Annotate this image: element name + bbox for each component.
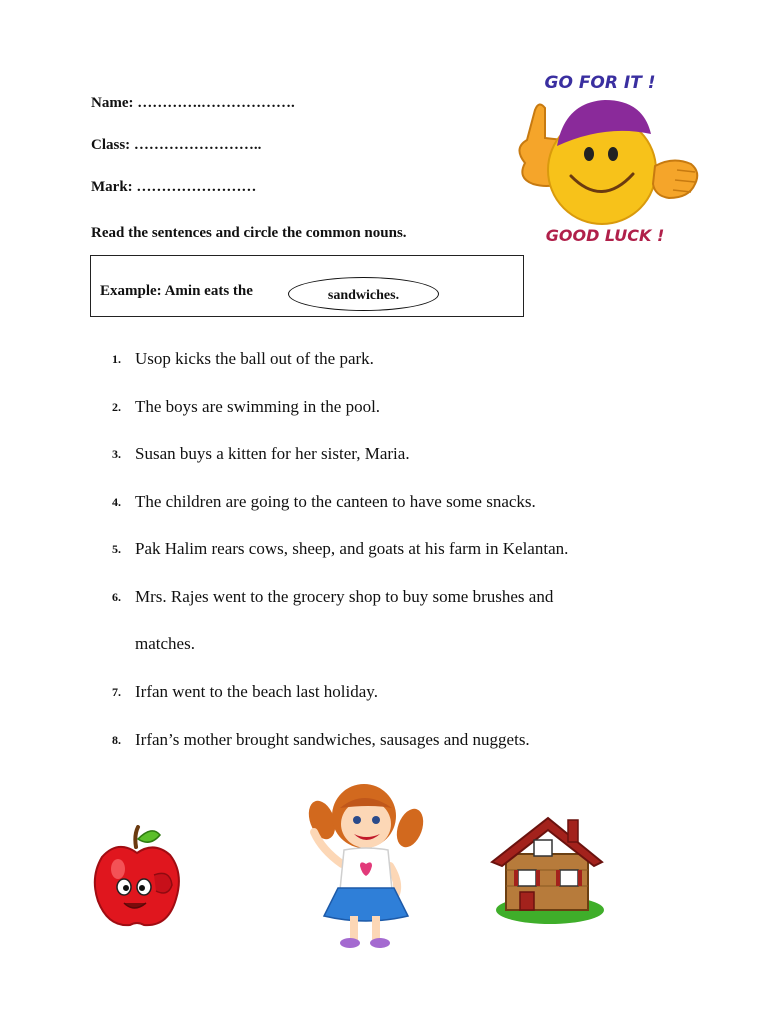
example-label: Example: Amin eats the xyxy=(100,283,253,299)
girl-cartoon-icon xyxy=(300,778,430,953)
apple-cartoon-icon xyxy=(90,825,185,935)
sentence-number: 1. xyxy=(112,352,121,366)
sentence-number: 5. xyxy=(112,542,121,556)
example-box xyxy=(90,255,524,317)
badge-top-text: GO FOR IT ! xyxy=(544,73,656,93)
mark-field: Mark: …………………… xyxy=(91,179,257,195)
sentence-number: 7. xyxy=(112,685,121,699)
name-field: Name: ………….………………. xyxy=(91,95,295,111)
sentence-text: Mrs. Rajes went to the grocery shop to buy some brushes and xyxy=(135,587,554,606)
house-cartoon-icon xyxy=(490,810,608,928)
sentence-text: Irfan’s mother brought sandwiches, sausages and nuggets. xyxy=(135,730,530,749)
sentence-number: 6. xyxy=(112,590,121,604)
class-field: Class: …………………….. xyxy=(91,137,262,153)
sentence-text: Pak Halim rears cows, sheep, and goats at his farm in Kelantan. xyxy=(135,539,569,558)
example-circled-word: sandwiches. xyxy=(288,277,439,311)
sentence-text: matches. xyxy=(135,634,195,653)
sentence-text: Usop kicks the ball out of the park. xyxy=(135,349,374,368)
sentence-number: 4. xyxy=(112,495,121,509)
sentence-number: 3. xyxy=(112,447,121,461)
sentence-text: The boys are swimming in the pool. xyxy=(135,397,381,416)
right-fist xyxy=(653,160,697,198)
sentence-number: 2. xyxy=(112,400,121,414)
badge-bottom-text: GOOD LUCK ! xyxy=(545,226,665,245)
sentence-number: 8. xyxy=(112,733,121,747)
instruction-text: Read the sentences and circle the common nouns. xyxy=(91,225,407,241)
sentence-text: The children are going to the canteen to have some snacks. xyxy=(135,492,536,511)
smiley-thumbs-up-icon xyxy=(505,68,705,248)
sentence-text: Susan buys a kitten for her sister, Maria. xyxy=(135,444,410,463)
sentence-text: Irfan went to the beach last holiday. xyxy=(135,682,378,701)
